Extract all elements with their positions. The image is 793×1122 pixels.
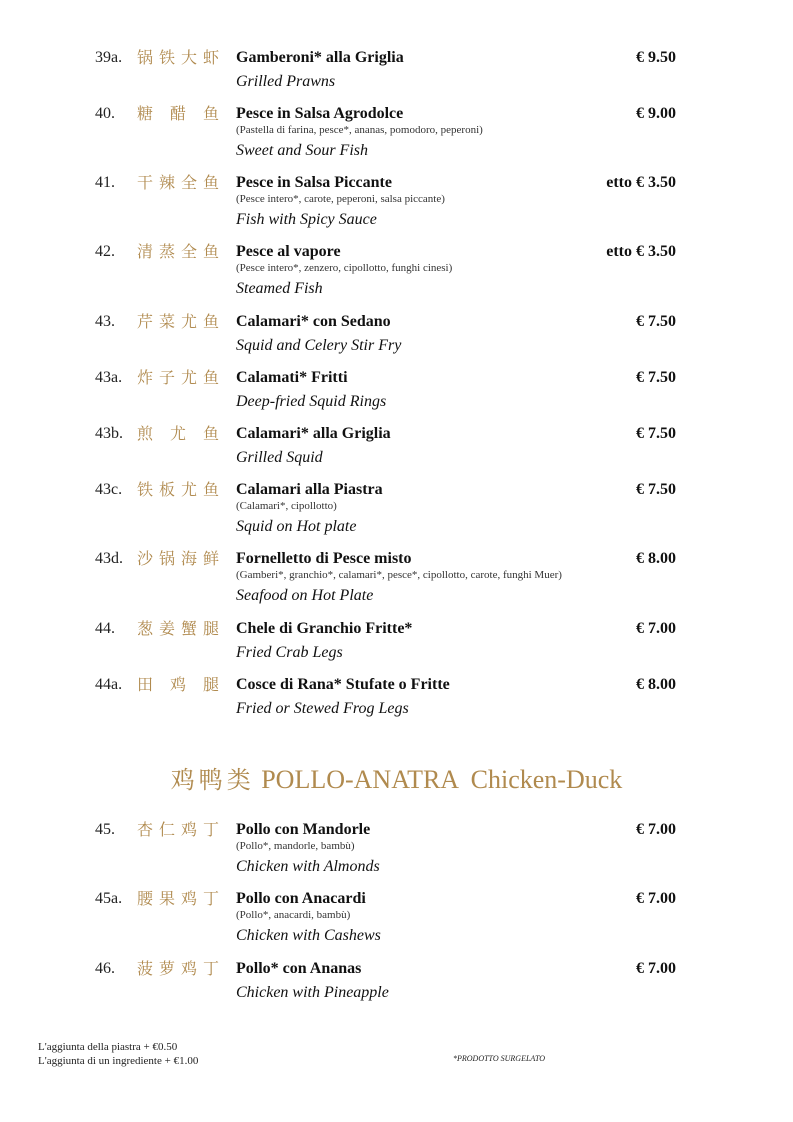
- item-english-name: Grilled Squid: [236, 449, 323, 466]
- item-english-name: Squid and Celery Stir Fry: [236, 337, 402, 354]
- item-ingredients: (Gamberi*, granchio*, calamari*, pesce*, cipollotto, carote, funghi Muer): [236, 569, 562, 581]
- item-price: € 7.50: [636, 313, 676, 330]
- item-ingredients: (Pollo*, anacardi, bambù): [236, 909, 351, 921]
- item-number: 39a.: [95, 49, 123, 66]
- item-ingredients: (Pastella di farina, pesce*, ananas, pomodoro, peperoni): [236, 124, 483, 136]
- item-english-name: Steamed Fish: [236, 280, 323, 297]
- item-number: 43b.: [95, 425, 123, 442]
- item-chinese-name: 煎 尤 鱼: [137, 424, 219, 443]
- item-ingredients: (Pollo*, mandorle, bambù): [236, 840, 355, 852]
- item-chinese-name: 腰 果 鸡 丁: [137, 889, 219, 908]
- item-price: € 7.50: [636, 369, 676, 386]
- item-number: 43a.: [95, 369, 123, 386]
- item-number: 42.: [95, 243, 115, 260]
- footer-notes: [38, 1040, 198, 1068]
- item-italian-name: Calamari alla Piastra: [236, 481, 383, 498]
- item-english-name: Grilled Prawns: [236, 73, 336, 90]
- item-number: 44.: [95, 620, 115, 637]
- footer-note-ingredient: L'aggiunta di un ingrediente + €1.00: [38, 1055, 199, 1067]
- item-italian-name: Calamari* con Sedano: [236, 313, 391, 330]
- item-italian-name: Gamberoni* alla Griglia: [236, 49, 404, 66]
- item-italian-name: Pesce in Salsa Agrodolce: [236, 105, 404, 122]
- item-number: 43.: [95, 313, 115, 330]
- item-italian-name: Cosce di Rana* Stufate o Fritte: [236, 676, 450, 693]
- item-price: € 7.00: [636, 960, 676, 977]
- item-chinese-name: 芹 菜 尤 鱼: [137, 312, 219, 331]
- item-ingredients: (Calamari*, cipollotto): [236, 500, 337, 512]
- item-italian-name: Pesce al vapore: [236, 243, 341, 260]
- item-price: € 7.50: [636, 481, 676, 498]
- item-price: € 8.00: [636, 676, 676, 693]
- section-title-chinese: 鸡鸭类: [170, 766, 255, 794]
- item-chinese-name: 炸 子 尤 鱼: [137, 368, 219, 387]
- item-number: 43c.: [95, 481, 123, 498]
- item-number: 40.: [95, 105, 115, 122]
- item-ingredients: (Pesce intero*, carote, peperoni, salsa piccante): [236, 193, 445, 205]
- item-price: € 8.00: [636, 550, 676, 567]
- item-italian-name: Pesce in Salsa Piccante: [236, 174, 392, 191]
- section-title-text: POLLO-ANATRA Chicken-Duck: [261, 765, 623, 794]
- item-price: € 7.00: [636, 890, 676, 907]
- item-price: etto € 3.50: [606, 174, 676, 191]
- item-english-name: Seafood on Hot Plate: [236, 587, 374, 604]
- item-english-name: Squid on Hot plate: [236, 518, 357, 535]
- item-number: 41.: [95, 174, 115, 191]
- item-chinese-name: 葱 姜 蟹 腿: [137, 619, 219, 638]
- item-english-name: Chicken with Almonds: [236, 858, 380, 875]
- item-italian-name: Pollo con Mandorle: [236, 821, 371, 838]
- item-english-name: Fried or Stewed Frog Legs: [236, 700, 409, 717]
- item-english-name: Fish with Spicy Sauce: [236, 211, 377, 228]
- item-italian-name: Pollo con Anacardi: [236, 890, 366, 907]
- item-italian-name: Pollo* con Ananas: [236, 960, 362, 977]
- item-english-name: Chicken with Cashews: [236, 927, 381, 944]
- item-chinese-name: 田 鸡 腿: [137, 675, 219, 694]
- item-english-name: Deep-fried Squid Rings: [236, 393, 387, 410]
- item-chinese-name: 锅 铁 大 虾: [137, 48, 219, 67]
- section-title: [0, 764, 793, 796]
- item-price: € 7.50: [636, 425, 676, 442]
- item-english-name: Fried Crab Legs: [236, 644, 343, 661]
- item-price: etto € 3.50: [606, 243, 676, 260]
- item-chinese-name: 沙 锅 海 鲜: [137, 549, 219, 568]
- item-number: 46.: [95, 960, 115, 977]
- item-italian-name: Fornelletto di Pesce misto: [236, 550, 412, 567]
- item-italian-name: Calamati* Fritti: [236, 369, 348, 386]
- item-chinese-name: 菠 萝 鸡 丁: [137, 959, 219, 978]
- item-number: 45.: [95, 821, 115, 838]
- item-chinese-name: 清 蒸 全 鱼: [137, 242, 219, 261]
- item-number: 44a.: [95, 676, 123, 693]
- item-price: € 7.00: [636, 620, 676, 637]
- footer-note-plate: L'aggiunta della piastra + €0.50: [38, 1041, 178, 1053]
- item-chinese-name: 干 辣 全 鱼: [137, 173, 219, 192]
- item-italian-name: Calamari* alla Griglia: [236, 425, 391, 442]
- item-english-name: Chicken with Pineapple: [236, 984, 389, 1001]
- item-number: 45a.: [95, 890, 123, 907]
- item-english-name: Sweet and Sour Fish: [236, 142, 368, 159]
- item-chinese-name: 杏 仁 鸡 丁: [137, 820, 219, 839]
- frozen-product-note: *PRODOTTO SURGELATO: [453, 1054, 546, 1063]
- item-ingredients: (Pesce intero*, zenzero, cipollotto, funghi cinesi): [236, 262, 453, 274]
- item-price: € 9.50: [636, 49, 676, 66]
- item-italian-name: Chele di Granchio Fritte*: [236, 620, 413, 637]
- item-price: € 7.00: [636, 821, 676, 838]
- item-chinese-name: 铁 板 尤 鱼: [137, 480, 219, 499]
- item-price: € 9.00: [636, 105, 676, 122]
- item-number: 43d.: [95, 550, 123, 567]
- item-chinese-name: 糖 醋 鱼: [137, 104, 219, 123]
